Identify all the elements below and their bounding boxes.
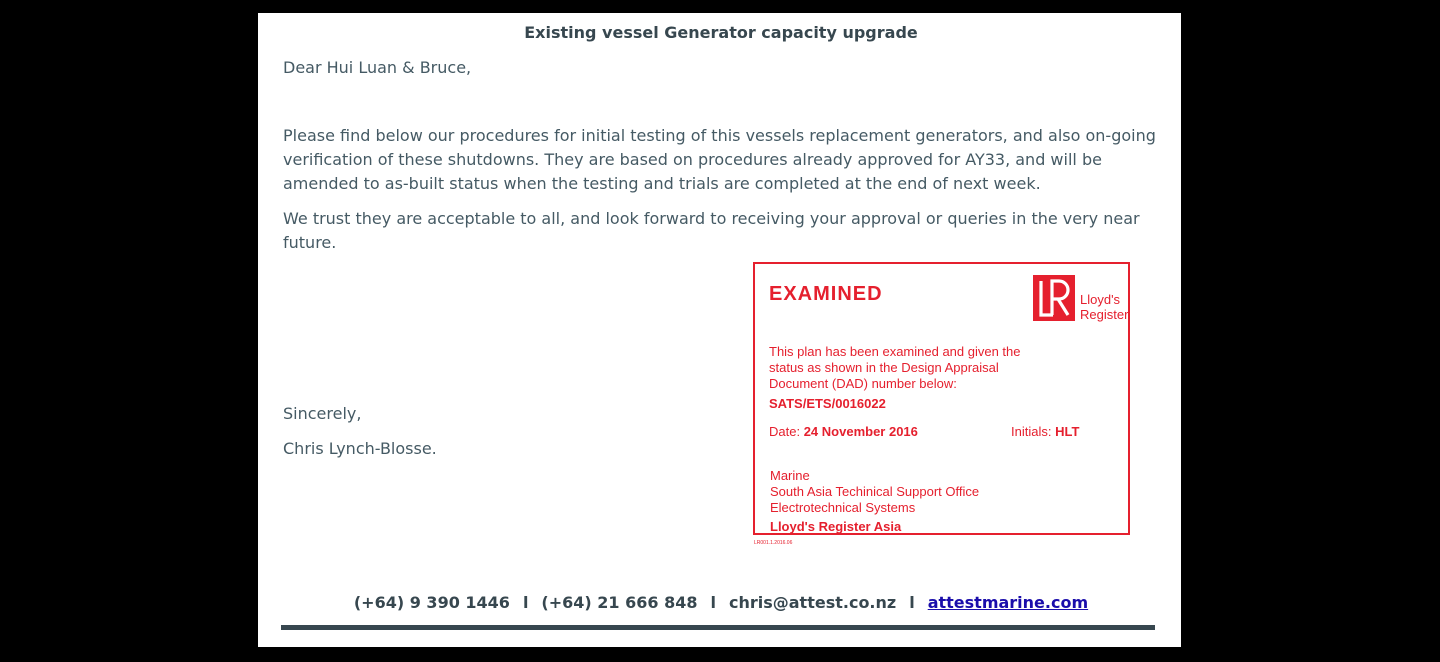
greeting: Dear Hui Luan & Bruce,: [283, 58, 472, 77]
signature: Chris Lynch-Blosse.: [283, 439, 437, 458]
initials-value: HLT: [1055, 424, 1080, 439]
footer-website-link[interactable]: attestmarine.com: [927, 593, 1089, 612]
closing: Sincerely,: [283, 404, 362, 423]
document-title: Existing vessel Generator capacity upgrade: [524, 23, 918, 42]
stamp-note: [769, 344, 1059, 392]
contact-footer: [258, 593, 1184, 612]
footer-phone-2: (+64) 21 666 848: [541, 593, 698, 612]
note-line-2: status as shown in the Design Appraisal: [769, 360, 999, 375]
lloyds-register-wordmark: [1080, 292, 1128, 322]
footer-separator-3: l: [909, 593, 915, 612]
footer-email: chris@attest.co.nz: [728, 593, 897, 612]
office-line-3: Electrotechnical Systems: [770, 500, 916, 515]
note-line-3: Document (DAD) number below:: [769, 376, 957, 391]
stamp-organisation: Lloyd's Register Asia: [770, 519, 902, 534]
footer-phone-1: (+64) 9 390 1446: [353, 593, 510, 612]
date-value: 24 November 2016: [803, 424, 918, 439]
stamp-initials: [1011, 424, 1079, 439]
office-line-1: Marine: [770, 468, 810, 483]
note-line-1: This plan has been examined and given the: [769, 344, 1021, 359]
office-line-2: South Asia Techinical Support Office: [770, 484, 980, 499]
date-label: Date:: [769, 424, 801, 439]
initials-label: Initials:: [1011, 424, 1052, 439]
document-page: [258, 13, 1181, 647]
footer-separator-2: l: [710, 593, 716, 612]
stamp-heading: EXAMINED: [769, 283, 883, 305]
dad-number: SATS/ETS/0016022: [769, 396, 886, 411]
paragraph-procedures: Please find below our procedures for initial testing of this vessels replacement generators, and also on-going verification of these shutdowns. They are based on procedures already approved for AY33, and will be amended to as-built status when the testing and trials are completed at the end of next week.: [283, 126, 1156, 193]
stamp-form-code: LR001.1.2016.06: [754, 540, 793, 546]
footer-separator-1: l: [522, 593, 529, 612]
brand-line-2: Register: [1080, 307, 1129, 322]
stamp-date: [769, 424, 918, 439]
stamp-office: [770, 468, 979, 516]
footer-divider: [281, 625, 1155, 630]
examined-stamp: [753, 262, 1130, 535]
paragraph-approval: We trust they are acceptable to all, and look forward to receiving your approval or queries in the very near future.: [283, 209, 1140, 252]
lloyds-register-logo-icon: [1033, 275, 1075, 321]
brand-line-1: Lloyd's: [1080, 292, 1121, 307]
